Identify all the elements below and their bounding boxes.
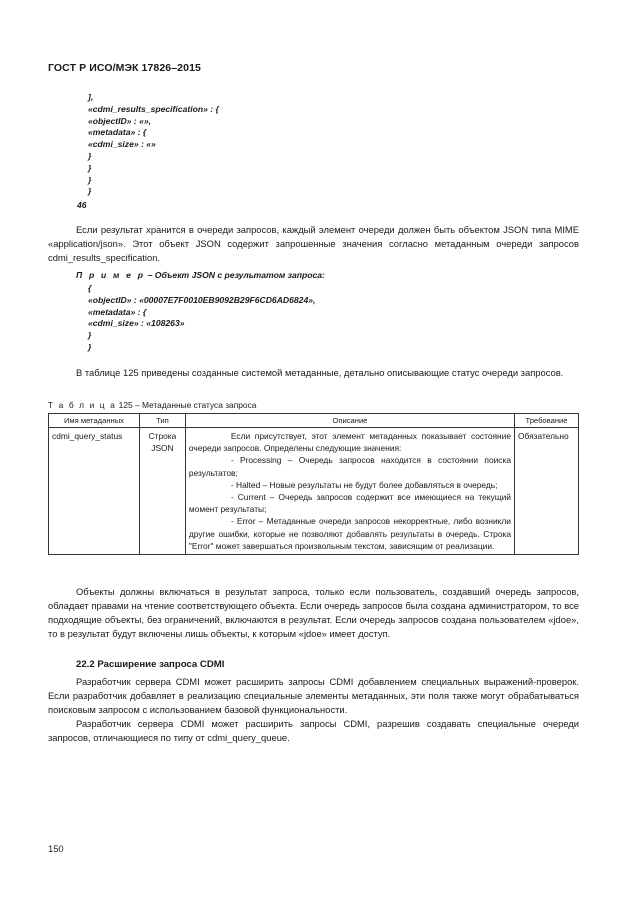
- code-block-top: [88, 92, 219, 198]
- column-header: Имя метаданных: [49, 414, 140, 428]
- cell-type: Строка JSON: [139, 428, 185, 555]
- code-line: «metadata» : {: [88, 127, 147, 138]
- table-caption-text: 125 – Метаданные статуса запроса: [116, 400, 257, 410]
- code-line: «objectID» : «»,: [88, 115, 152, 126]
- description-item: - Halted – Новые результаты не будут более добавляться в очередь;: [230, 479, 498, 490]
- column-header: Тип: [139, 414, 185, 428]
- code-line: }: [88, 186, 92, 197]
- code-line: {: [88, 283, 92, 293]
- code-line: }: [88, 330, 92, 341]
- table-header-row: [49, 414, 579, 428]
- paragraph-2: [48, 366, 579, 380]
- table-caption-label: Т а б л и ц а: [48, 400, 117, 410]
- paragraph-1: [48, 223, 579, 265]
- code-line: }: [88, 174, 92, 185]
- paragraph-4: [48, 675, 579, 717]
- code-line: }: [88, 150, 92, 161]
- page-header: ГОСТ Р ИСО/МЭК 17826–2015: [48, 62, 201, 74]
- code-line: }: [88, 162, 92, 173]
- description-item: - Processing – Очередь запросов находится в состоянии поиска результатов;: [188, 455, 511, 478]
- paragraph-text: Объекты должны включаться в результат запроса, только если пользователь, создавший очередь запросов, обладает правами на чтение соответствующего объекта. Если очередь запросов была создана администратором, то все подходящие объекты, без ограничений, включаются в результат. Если очередь запросов создана пользователем «jdoe», то в результат будут включены лишь объекты, к которым «jdoe» имеет доступ.: [48, 586, 579, 639]
- description-intro: Если присутствует, этот элемент метаданных показывает состояние очереди запросов. Определены следующие значения:: [188, 431, 511, 454]
- section-title: 22.2 Расширение запроса CDMI: [76, 659, 225, 670]
- code-line: }: [88, 341, 92, 352]
- paragraph-text: Разработчик сервера CDMI может расширить запросы CDMI добавлением специальных выражений-проверок. Если разработчик добавляет в реализацию специальные элементы метаданных, эти поля также могут обрабатываться поисковым запросом с использованием базовой функциональности.: [48, 676, 579, 715]
- code-line-number: 46: [77, 200, 87, 210]
- column-header: Требование: [515, 414, 579, 428]
- column-header: Описание: [185, 414, 514, 428]
- table-row: [49, 428, 579, 555]
- code-line: «cdmi_size» : «»: [88, 139, 156, 150]
- paragraph-5: [48, 717, 579, 745]
- cell-requirement: Обязательно: [515, 428, 579, 555]
- cell-description: [185, 428, 514, 555]
- paragraph-text: В таблице 125 приведены созданные системой метаданные, детально описывающие статус очереди запросов.: [76, 367, 564, 378]
- cell-name: cdmi_query_status: [49, 428, 140, 555]
- example-title: – Объект JSON с результатом запроса:: [145, 270, 325, 280]
- paragraph-text: Разработчик сервера CDMI может расширить запросы CDMI, разрешив создавать специальные очереди запросов, отличающиеся по типу от cdmi_query_queue.: [48, 718, 579, 743]
- example-heading: [76, 270, 325, 280]
- table-caption: [48, 400, 256, 410]
- paragraph-text: Если результат хранится в очереди запросов, каждый элемент очереди должен быть объектом JSON типа MIME «application/json». Этот объект JSON содержит запрошенные значения согласно метаданным очереди запросов cdmi_results_specification.: [48, 224, 579, 263]
- paragraph-3: [48, 585, 579, 641]
- description-item: - Current – Очередь запросов содержит все имеющиеся на текущий момент результаты;: [188, 492, 511, 515]
- code-line: ],: [88, 92, 94, 102]
- metadata-table: [48, 413, 579, 555]
- code-line: «objectID» : «00007E7F0010EB9092B29F6CD6AD6824»,: [88, 294, 316, 305]
- description-item: - Error – Метаданные очереди запросов некорректные, либо возникли другие ошибки, которые не позволяют добавлять результаты в очередь. Строка "Error" может завершаться произвольным текстом, зависящим от реализации.: [188, 516, 511, 551]
- code-line: «metadata» : {: [88, 306, 147, 317]
- example-label: П р и м е р: [76, 270, 146, 280]
- code-line: «cdmi_results_specification» : {: [88, 103, 219, 114]
- code-line: «cdmi_size» : «108263»: [88, 318, 185, 329]
- code-block-example: [88, 283, 315, 354]
- page-number: 150: [48, 843, 64, 854]
